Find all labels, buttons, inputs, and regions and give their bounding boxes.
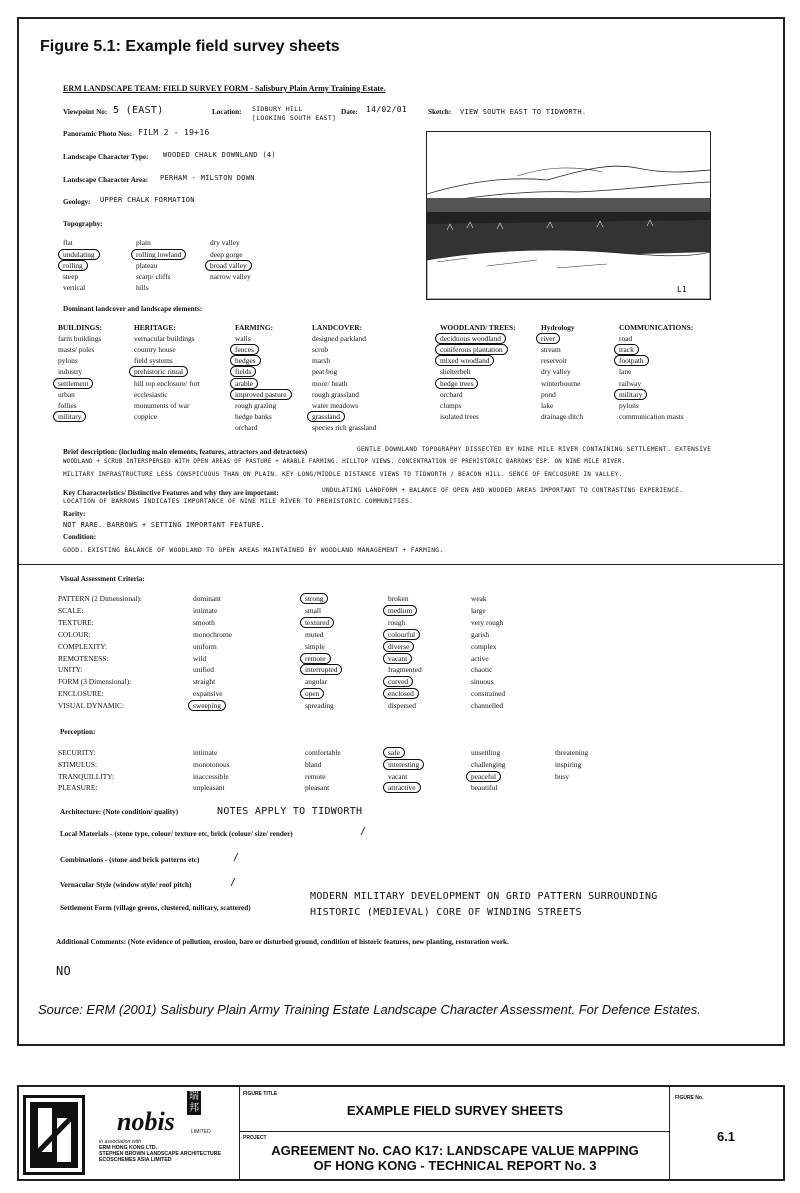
partner-intro: in association with [99,1139,142,1145]
landcover-landcover-item: grassland [307,411,345,422]
visual-criterion-option: spreading [305,701,334,711]
landcover-woodland-item: isolated trees [440,411,479,421]
brand-chinese: 瑞邦 [189,1091,199,1114]
architecture-label: Architecture: (Note condition/ quality) [60,808,179,816]
lca-value: PERHAM - MILSTON DOWN [160,174,255,182]
landcover-hydrology-item: lake [541,400,554,410]
lct-value: WOODED CHALK DOWNLAND (4) [163,151,276,159]
landcover-comms-item: track [614,344,639,355]
title-block [17,1085,785,1181]
perception-option: remote [305,771,326,781]
topo-dry-valley: dry valley [210,238,240,247]
topo-scarp: scarp/ cliffs [136,272,171,281]
figure-no-cap: FIGURE No. [675,1095,704,1101]
visual-criterion-option: remote [300,653,331,664]
date-label: Date: [341,108,358,116]
topo-broad-valley: broad valley [205,260,252,271]
landcover-landcover-item: LANDCOVER: [312,323,363,332]
partner-ecoschemes: ECOSCHEMES ASIA LIMITED [99,1157,172,1163]
landcover-buildings-item: industry [58,367,83,377]
landcover-landcover-item: moor/ heath [312,378,348,388]
landcover-heritage-item: field systems [134,356,173,366]
landcover-heritage-item: HERITAGE: [134,323,176,332]
lct-label: Landscape Character Type: [63,153,149,161]
landcover-woodland-item: mixed woodland [435,355,494,366]
landscape-sketch [426,131,711,300]
topo-flat: flat [63,238,73,247]
settlement-label: Settlement Form (village greens, clustered, military, scattered) [60,904,251,912]
brief-line-3: MILITARY INFRASTRUCTURE LESS CONSPICUOUS THAN ON PLAIN. KEY LONG/MIDDLE DISTANCE VIEWS TO TIDWORTH / BEACON HILL. SENCE OF ENCLOSURE IN VALLEY. [63,471,623,478]
landcover-heritage-item: hill top enclosure/ fort [134,378,200,388]
visual-criterion-option: active [471,653,489,663]
visual-criterion-option: garish [471,629,490,639]
landcover-farming-item: orchard [235,422,258,432]
perception-label-item: SECURITY: [58,748,96,757]
landcover-buildings-item: military [53,411,86,422]
landcover-hydrology-item: river [536,333,560,344]
landcover-landcover-item: water meadows [312,400,359,410]
landcover-heritage-item: country house [134,345,176,355]
vernacular-label: Vernacular Style (window style/ roof pitch) [60,881,192,889]
visual-criterion-option: smooth [193,617,215,627]
source-caption: Source: ERM (2001) Salisbury Plain Army Training Estate Landscape Character Assessment. For Defence Estates. [38,1002,701,1017]
visual-criterion-option: dominant [193,594,221,603]
geology-label: Geology: [63,198,91,206]
landcover-heritage-item: coppice [134,411,157,421]
landcover-landcover-item: marsh [312,356,331,366]
brand-sub: LIMITED [191,1129,211,1135]
perception-option: vacant [388,771,408,781]
visual-criterion-label: ENCLOSURE: [58,689,104,699]
perception-option: busy [555,771,569,781]
landcover-comms-item: road [619,334,633,344]
landcover-woodland-item: shelterbelt [440,367,471,377]
visual-criterion-label: COLOUR: [58,629,91,639]
topo-rolling-lowland: rolling lowland [131,249,186,260]
landcover-hydrology-item: dry valley [541,367,571,377]
combinations-slash: / [233,852,240,863]
settlement-line-2: HISTORIC (MEDIEVAL) CORE OF WINDING STREETS [310,907,582,918]
perception-option: challenging [471,759,506,769]
perception-option: inspiring [555,759,582,769]
visual-criterion-option: straight [193,677,216,687]
visual-criterion-option: wild [193,653,207,663]
perception-option: pleasant [305,783,330,793]
perception-label-item: STIMULUS: [58,759,98,769]
visual-criterion-option: muted [305,629,324,639]
visual-criterion-option: channelled [471,701,504,711]
visual-criterion-option: medium [383,605,417,616]
visual-criterion-label: TEXTURE: [58,617,94,627]
landcover-woodland-item: orchard [440,389,463,399]
perception-option: unpleasant [193,783,225,793]
landcover-hydrology-item: winterbourne [541,378,581,388]
sketch-caption: VIEW SOUTH EAST TO TIDWORTH. [460,108,587,116]
visual-criterion-option: weak [471,594,487,603]
perception-option: peaceful [466,771,501,782]
landcover-comms-item: pylons [619,400,639,410]
section-divider [17,564,783,565]
perception-option: interesting [383,759,424,770]
visual-label: Visual Assessment Criteria: [60,575,145,583]
visual-criterion-option: intimate [193,605,218,615]
topo-undulating: undulating [58,249,100,260]
location-value: SIDBURY HILL [252,105,303,113]
landcover-farming-item: rough grazing [235,400,277,410]
visual-criterion-label: FORM (3 Dimensional): [58,677,132,687]
visual-criterion-option: rough [388,617,406,627]
landcover-buildings-item: pylons [58,356,78,366]
visual-criterion-label: COMPLEXITY: [58,641,108,651]
condition-label: Condition: [63,533,97,541]
landcover-heritage-item: prehistoric ritual [129,366,188,377]
perception-option: inaccessible [193,771,229,781]
landcover-comms-item: military [614,389,647,400]
visual-criterion-option: vacant [383,653,412,664]
key-line-1: UNDULATING LANDFORM + BALANCE OF OPEN AND WOODED AREAS IMPORTANT TO CONTRASTING EXPERIENCE. [322,487,684,494]
visual-criterion-option: fragmented [388,665,422,675]
visual-criterion-option: open [300,688,324,699]
company-logo [23,1095,85,1175]
visual-criterion-option: monochrome [193,629,232,639]
landcover-woodland-item: deciduous woodland [435,333,506,344]
landcover-heritage-item: ecclesiastic [134,389,168,399]
landcover-landcover-item: species rich grassland [312,422,377,432]
visual-criterion-label: VISUAL DYNAMIC: [58,701,125,711]
sketch-label: Sketch: [428,108,452,116]
landcover-woodland-item: coniferous plantation [435,344,508,355]
landcover-farming-item: FARMING: [235,323,274,332]
partners [99,1139,221,1163]
geology-value: UPPER CHALK FORMATION [100,196,195,204]
location-label: Location: [212,108,242,116]
visual-criterion-label: REMOTENESS: [58,653,109,663]
landcover-buildings-item: BUILDINGS: [58,323,102,332]
landcover-buildings-item: settlement [53,378,93,389]
landcover-farming-item: hedges [230,355,261,366]
landcover-landcover-item: designed parkland [312,334,366,344]
project-cap: PROJECT [243,1135,267,1141]
visual-criterion-option: sweeping [188,700,226,711]
partner-sbla: STEPHEN BROWN LANDSCAPE ARCHITECTURE [99,1151,222,1157]
landcover-woodland-item: WOODLAND/ TREES: [440,323,516,332]
visual-criterion-option: very rough [471,617,504,627]
key-line-2: LOCATION OF BARROWS INDICATES IMPORTANCE OF NINE MILE RIVER TO PREHISTORIC COMMUNITIES. [63,498,414,505]
visual-criterion-option: chaotic [471,665,493,675]
topo-deep-gorge: deep gorge [210,250,243,259]
topo-steep: steep [63,272,79,281]
perception-option: bland [305,759,322,769]
key-label: Key Characteristics/ Distinctive Features and why they are important: [63,489,279,497]
landcover-farming-item: fences [230,344,259,355]
form-title: ERM LANDSCAPE TEAM: FIELD SURVEY FORM - Salisbury Plain Army Training Estate. [63,84,386,93]
topo-plain: plain [136,238,151,247]
visual-criterion-option: large [471,605,486,615]
comments-label: Additional Comments: (Note evidence of pollution, erosion, bare or disturbed ground, condition of historic features, new planting, restoration work. [56,938,509,946]
landcover-comms-item: communication masts [619,411,684,421]
landcover-buildings-item: urban [58,389,75,399]
photo-label: Panoramic Photo Nos: [63,130,133,138]
partner-erm: ERM HONG KONG LTD. [99,1145,158,1151]
perception-label-item: PLEASURE: [58,783,98,793]
landcover-landcover-item: scrub [312,345,329,355]
visual-criterion-option: dispersed [388,701,416,711]
perception-label-item: TRANQUILLITY: [58,771,114,781]
visual-criterion-option: small [305,605,322,615]
rarity-value: NOT RARE. BARROWS + SETTING IMPORTANT FEATURE. [63,521,266,529]
vernacular-slash: / [230,877,237,888]
visual-criterion-option: sinuous [471,677,494,687]
brief-line-2: WOODLAND + SCRUB INTERSPERSED WITH OPEN AREAS OF PASTURE + ARABLE FARMING. HILLTOP VIEWS. CONCENTRATION OF PREHISTORIC BARROWS ESP. ON NINE MILE RIVER. [63,459,626,465]
project-line-2: OF HONG KONG - TECHNICAL REPORT No. 3 [313,1158,597,1173]
project-line-1: AGREEMENT No. CAO K17: LANDSCAPE VALUE MAPPING [271,1143,639,1158]
visual-criterion-option: constrained [471,689,506,699]
figure-title-cap: FIGURE TITLE [243,1091,278,1097]
landcover-heritage-item: monuments of war [134,400,190,410]
photo-value: FILM 2 - 19+16 [138,128,210,137]
landcover-hydrology-item: drainage ditch [541,411,584,421]
topo-hills: hills [136,283,149,292]
topo-rolling: rolling [58,260,88,271]
viewpoint-value: 5 (EAST) [113,105,164,116]
landcover-hydrology-item: stream [541,345,561,355]
landcover-hydrology-item: reservoir [541,356,568,366]
visual-criterion-option: curved [383,676,413,687]
brand-name: nobis [117,1107,175,1136]
perception-option: comfortable [305,748,341,757]
topo-vertical: vertical [63,283,86,292]
landcover-buildings-item: farm buildings [58,334,102,344]
comments-value: NO [56,964,72,978]
tb-figure-title: EXAMPLE FIELD SURVEY SHEETS [346,1103,564,1118]
visual-criterion-option: broken [388,594,409,603]
brief-label: Brief description: (including main elements, features, attractors and detractors) [63,448,308,456]
visual-criterion-label: UNITY: [58,665,83,675]
landcover-comms-item: lane [619,367,632,377]
landcover-label: Dominant landcover and landscape elements: [63,305,203,313]
landcover-farming-item: hedge banks [235,411,272,421]
lca-label: Landscape Character Area: [63,176,149,184]
perception-label: Perception: [60,728,96,736]
visual-criterion-option: expansive [193,689,223,699]
viewpoint-label: Viewpoint No: [63,108,108,116]
visual-criterion-option: textured [300,617,334,628]
visual-criterion-option: strong [300,593,328,604]
landcover-woodland-item: hedge trees [435,378,478,389]
visual-criterion-option: interrupted [300,664,342,675]
perception-option: beautiful [471,783,498,793]
svg-text:L1: L1 [677,285,687,294]
perception-option: unsettling [471,748,501,757]
visual-criterion-option: simple [305,641,325,651]
landcover-buildings-item: masts/ poles [58,345,95,355]
visual-criterion-option: enclosed [383,688,419,699]
settlement-line-1: MODERN MILITARY DEVELOPMENT ON GRID PATTERN SURROUNDING [310,891,658,902]
landcover-buildings-item: follies [58,400,77,410]
landcover-comms-item: COMMUNICATIONS: [619,323,694,332]
materials-slash: / [360,826,367,837]
figure-title: Figure 5.1: Example field survey sheets [40,38,340,55]
combinations-label: Combinations - (stone and brick patterns etc) [60,856,200,864]
topography-label: Topography: [63,220,103,228]
location-value-2: [LOOKING SOUTH EAST] [252,114,337,122]
landcover-hydrology-item: pond [541,389,556,399]
landcover-landcover-item: peat bog [312,367,338,377]
visual-criterion-option: uniform [193,641,217,651]
date-value: 14/02/01 [366,105,407,114]
landcover-heritage-item: vernacular buildings [134,334,195,344]
rarity-label: Rarity: [63,510,86,518]
visual-criterion-option: diverse [383,641,414,652]
visual-criterion-option: colourful [383,629,420,640]
topo-plateau: plateau [136,261,158,270]
architecture-value: NOTES APPLY TO TIDWORTH [217,806,363,817]
landcover-woodland-item: clumps [440,400,462,410]
landcover-comms-item: footpath [614,355,649,366]
brief-line-1: GENTLE DOWNLAND TOPOGRAPHY DISSECTED BY NINE MILE RIVER CONTAINING SETTLEMENT. EXTENSIVE [357,446,712,453]
perception-option: safe [383,747,405,758]
topo-narrow-valley: narrow valley [210,272,251,281]
landcover-farming-item: walls [235,334,251,344]
condition-value: GOOD. EXISTING BALANCE OF WOODLAND TO OPEN AREAS MAINTAINED BY WOODLAND MANAGEMENT + FARMING. [63,547,444,554]
landcover-farming-item: fields [230,366,256,377]
figure-number: 6.1 [716,1129,736,1144]
perception-option: attractive [383,782,421,793]
perception-option: intimate [193,748,218,757]
visual-criterion-option: angular [305,677,328,687]
visual-criterion-option: unified [193,665,214,675]
materials-label: Local Materials - (stone type, colour/ texture etc, brick (colour/ size/ render) [60,830,293,838]
landcover-comms-item: railway [619,378,642,388]
visual-criterion-option: complex [471,641,497,651]
visual-criterion-label: SCALE: [58,605,84,615]
perception-option: monotonous [193,759,230,769]
landcover-landcover-item: rough grassland [312,389,360,399]
landcover-farming-item: improved pasture [230,389,292,400]
perception-option: threatening [555,748,589,757]
landcover-hydrology-item: Hydrology [541,323,575,332]
visual-criterion-label: PATTERN (2 Dimensional): [58,594,142,603]
landcover-farming-item: arable [230,378,258,389]
